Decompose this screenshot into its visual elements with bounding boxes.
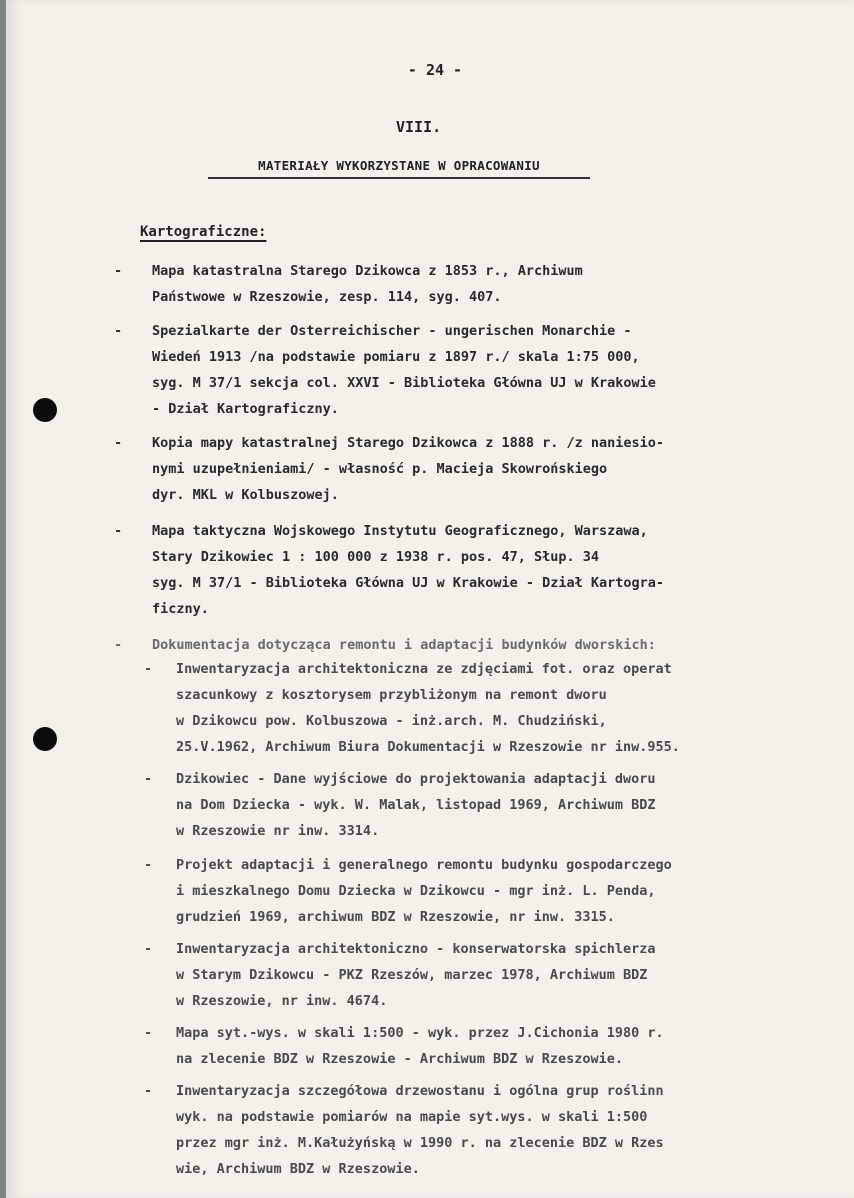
list-item-line: wie, Archiwum BDZ w Rzeszowie. (176, 1161, 420, 1177)
bullet-dash: - (114, 263, 123, 279)
section-number: VIII. (396, 118, 442, 136)
list-item-line: w Starym Dzikowcu - PKZ Rzeszów, marzec 1978, Archiwum BDZ (176, 967, 648, 983)
list-item-line: Projekt adaptacji i generalnego remontu budynku gospodarczego (176, 857, 672, 873)
list-item-line: ficzny. (152, 601, 209, 617)
list-item-line: nymi uzupełnieniami/ - własność p. Macieja Skowrońskiego (152, 461, 608, 477)
list-item-line: Mapa syt.-wys. w skali 1:500 - wyk. przez J.Cichonia 1980 r. (176, 1025, 664, 1041)
page-number: - 24 - (407, 61, 463, 79)
list-item-line: w Rzeszowie, nr inw. 4674. (176, 993, 388, 1009)
list-item-line: Inwentaryzacja architektoniczna ze zdjęciami fot. oraz operat (176, 661, 672, 677)
list-item-line: Inwentaryzacja szczegółowa drzewostanu i ogólna grup roślinn (176, 1083, 664, 1099)
bullet-dash: - (144, 857, 153, 873)
list-item-line: w Dzikowcu pow. Kolbuszowa - inż.arch. M. Chudziński, (176, 713, 607, 729)
bullet-dash: - (144, 1083, 153, 1099)
bullet-dash: - (114, 523, 123, 539)
document-page (6, 0, 854, 1198)
subheading: Kartograficzne: (140, 224, 267, 240)
list-item-line: w Rzeszowie nr inw. 3314. (176, 823, 380, 839)
page-heading: MATERIAŁY WYKORZYSTANE W OPRACOWANIU (208, 158, 590, 179)
list-item-line: 25.V.1962, Archiwum Biura Dokumentacji w Rzeszowie nr inw.955. (176, 739, 680, 755)
list-item-line: przez mgr inż. M.Kałużyńską w 1990 r. na zlecenie BDZ w Rzes (176, 1135, 664, 1151)
list-item-line: dyr. MKL w Kolbuszowej. (152, 487, 339, 503)
list-item (114, 430, 834, 508)
list-item-line: wyk. na podstawie pomiarów na mapie syt.wys. w skali 1:500 (176, 1109, 648, 1125)
sub-list-item (144, 852, 844, 930)
punch-hole (33, 727, 57, 751)
list-item-line: i mieszkalnego Domu Dziecka w Dzikowcu - mgr inż. L. Penda, (176, 883, 656, 899)
list-item-line: Wiedeń 1913 /na podstawie pomiaru z 1897 r./ skala 1:75 000, (152, 349, 640, 365)
list-item-line: Inwentaryzacja architektoniczno - konserwatorska spichlerza (176, 941, 656, 957)
sub-list-item (144, 766, 844, 844)
bullet-dash: - (144, 941, 153, 957)
bullet-dash: - (144, 771, 153, 787)
bullet-dash: - (144, 661, 153, 677)
list-item-line: syg. M 37/1 sekcja col. XXVI - Biblioteka Główna UJ w Krakowie (152, 375, 656, 391)
bullet-dash: - (114, 637, 123, 653)
bullet-dash: - (144, 1025, 153, 1041)
list-item-line: syg. M 37/1 - Biblioteka Główna UJ w Krakowie - Dział Kartogra- (152, 575, 665, 591)
list-item-line: na zlecenie BDZ w Rzeszowie - Archiwum BDZ w Rzeszowie. (176, 1051, 624, 1067)
punch-hole (33, 398, 57, 422)
list-item-line: grudzień 1969, archiwum BDZ w Rzeszowie, nr inw. 3315. (176, 909, 615, 925)
list-item-line: Dokumentacja dotycząca remontu i adaptacji budynków dworskich: (152, 637, 656, 653)
list-item-line: Kopia mapy katastralnej Starego Dzikowca z 1888 r. /z naniesio- (152, 435, 665, 451)
sub-list-item (144, 936, 844, 1014)
bullet-dash: - (114, 435, 123, 451)
list-item-line: na Dom Dziecka - wyk. W. Malak, listopad 1969, Archiwum BDZ (176, 797, 656, 813)
list-item-line: Stary Dzikowiec 1 : 100 000 z 1938 r. pos. 47, Słup. 34 (152, 549, 600, 565)
list-item-line: Mapa taktyczna Wojskowego Instytutu Geograficznego, Warszawa, (152, 523, 648, 539)
sub-list-item (144, 1078, 844, 1182)
list-item-line: Spezialkarte der Osterreichischer - ungerischen Monarchie - (152, 323, 632, 339)
sub-list-item (144, 656, 844, 760)
list-item-line: - Dział Kartograficzny. (152, 401, 339, 417)
list-item (114, 318, 834, 422)
sub-list-item (144, 1020, 844, 1072)
list-item (114, 518, 834, 622)
list-item-line: Państwowe w Rzeszowie, zesp. 114, syg. 407. (152, 289, 502, 305)
list-item-line: szacunkowy z kosztorysem przybliżonym na remont dworu (176, 687, 607, 703)
list-item-line: Mapa katastralna Starego Dzikowca z 1853 r., Archiwum (152, 263, 583, 279)
list-item (114, 632, 834, 658)
list-item-line: Dzikowiec - Dane wyjściowe do projektowania adaptacji dworu (176, 771, 656, 787)
list-item (114, 258, 834, 310)
bullet-dash: - (114, 323, 123, 339)
